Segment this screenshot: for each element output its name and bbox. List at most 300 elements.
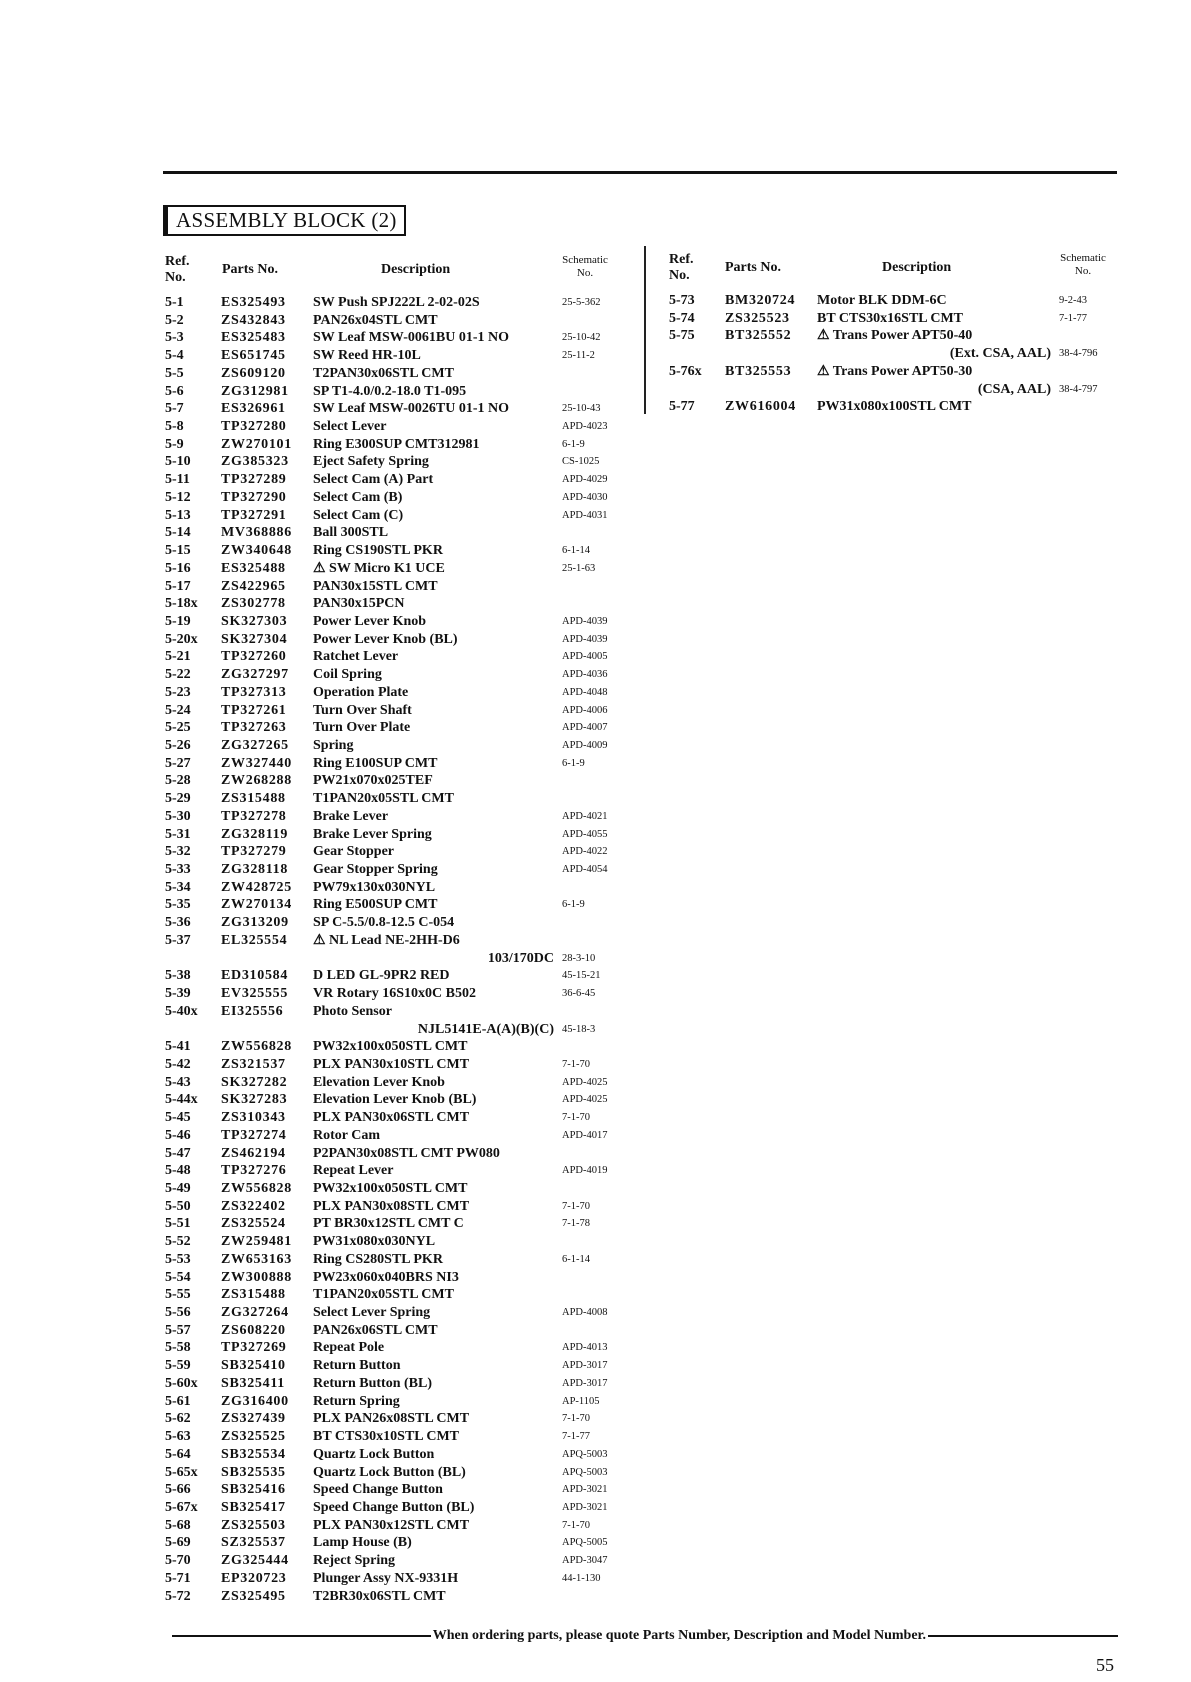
table-row xyxy=(165,1357,625,1374)
ref-no: 5-35 xyxy=(165,897,191,913)
parts-no: ZG325444 xyxy=(221,1553,289,1569)
description: Select Cam (A) Part xyxy=(313,472,434,488)
description: BT CTS30x10STL CMT xyxy=(313,1429,460,1445)
parts-no: ZG312981 xyxy=(221,383,289,399)
description: Plunger Assy NX-9331H xyxy=(313,1570,459,1586)
section-title: ASSEMBLY BLOCK (2) xyxy=(163,205,406,236)
parts-no: SB325417 xyxy=(221,1499,286,1515)
parts-no: ZG385323 xyxy=(221,454,289,470)
table-row xyxy=(165,666,625,683)
schematic-no: APD-4008 xyxy=(562,1307,608,1319)
ordering-note-text: When ordering parts, please quote Parts Number, Description and Model Number. xyxy=(432,1628,926,1643)
description: Select Lever xyxy=(313,419,387,435)
parts-no: SB325410 xyxy=(221,1358,286,1374)
parts-no: SK327303 xyxy=(221,613,288,629)
description: Power Lever Knob (BL) xyxy=(313,631,458,647)
description: PAN26x04STL CMT xyxy=(313,312,438,328)
ref-no: 5-14 xyxy=(165,525,191,541)
parts-no: EV325555 xyxy=(221,986,289,1002)
ref-no: 5-72 xyxy=(165,1588,191,1604)
description: PT BR30x12STL CMT C xyxy=(313,1216,464,1232)
parts-no: TP327269 xyxy=(221,1340,287,1356)
ref-no: 5-32 xyxy=(165,844,191,860)
header-ref: Ref. No. xyxy=(669,252,694,283)
parts-no: ZG327265 xyxy=(221,738,289,753)
parts-no: ZW616004 xyxy=(725,399,796,415)
description: Lamp House (B) xyxy=(313,1535,412,1551)
description: Ring CS190STL PKR xyxy=(313,543,443,559)
table-row xyxy=(165,631,625,648)
description: Brake Lever xyxy=(313,808,389,824)
parts-no: ZS432843 xyxy=(221,312,286,328)
parts-no: ZW556828 xyxy=(221,1039,292,1055)
ref-no: 5-71 xyxy=(165,1570,191,1586)
ref-no: 5-61 xyxy=(165,1393,191,1409)
ref-no: 5-64 xyxy=(165,1446,191,1462)
ref-no: 5-50 xyxy=(165,1198,191,1214)
ref-no: 5-22 xyxy=(165,667,191,683)
ref-no: 5-17 xyxy=(165,578,191,594)
parts-no: ZW327440 xyxy=(221,755,292,771)
schematic-no: APQ-5003 xyxy=(562,1448,608,1460)
parts-no: ZG327264 xyxy=(221,1305,289,1321)
parts-no: EL325554 xyxy=(221,932,288,948)
description: Return Button xyxy=(313,1358,401,1374)
description: Operation Plate xyxy=(313,684,409,700)
schematic-no: APD-4055 xyxy=(562,828,608,840)
description: ⚠ NL Lead NE-2HH-D6 xyxy=(313,932,460,948)
table-row xyxy=(165,471,625,488)
schematic-no: 25-10-42 xyxy=(562,332,601,344)
schematic-no: APD-4039 xyxy=(562,615,608,627)
schematic-no: 25-10-43 xyxy=(562,403,601,415)
table-row xyxy=(165,1446,625,1463)
ref-no: 5-60x xyxy=(165,1375,198,1391)
parts-no: ZG328119 xyxy=(221,826,289,842)
table-row xyxy=(165,595,625,612)
schematic-no: 45-15-21 xyxy=(562,970,601,982)
ref-no: 5-75 xyxy=(669,328,695,344)
table-row xyxy=(165,648,625,665)
schematic-no: 6-1-14 xyxy=(562,545,590,557)
ref-no: 5-2 xyxy=(165,312,184,328)
schematic-no: AP-1105 xyxy=(562,1395,600,1407)
parts-no: SB325535 xyxy=(221,1464,286,1480)
ref-no: 5-24 xyxy=(165,702,191,718)
table-row xyxy=(165,1233,625,1250)
table-row xyxy=(165,1517,625,1534)
table-row xyxy=(165,1251,625,1268)
ref-no: 5-20x xyxy=(165,631,198,647)
description: T1PAN20x05STL CMT xyxy=(313,1287,454,1303)
description: PLX PAN30x10STL CMT xyxy=(313,1056,470,1072)
table-row xyxy=(165,1127,625,1144)
ref-no: 5-40x xyxy=(165,1003,198,1019)
parts-no: ZS609120 xyxy=(221,365,286,381)
parts-no: TP327263 xyxy=(221,720,287,736)
parts-no: ZS325523 xyxy=(725,310,790,326)
table-row xyxy=(165,524,625,541)
ref-no: 5-77 xyxy=(669,399,695,415)
schematic-no: APD-4048 xyxy=(562,686,608,698)
ref-no: 5-58 xyxy=(165,1340,191,1356)
description: PLX PAN30x06STL CMT xyxy=(313,1110,470,1126)
parts-no: ZS321537 xyxy=(221,1056,286,1072)
ref-no: 5-44x xyxy=(165,1092,198,1108)
parts-no: ZG316400 xyxy=(221,1393,289,1409)
description: PLX PAN30x12STL CMT xyxy=(313,1517,470,1533)
table-row xyxy=(165,861,625,878)
table-row xyxy=(669,398,1109,415)
ref-no: 5-53 xyxy=(165,1251,191,1267)
table-row xyxy=(165,400,625,417)
parts-no: ZW270134 xyxy=(221,897,292,913)
ref-no: 5-38 xyxy=(165,968,191,984)
description: PAN30x15STL CMT xyxy=(313,578,438,594)
description: PW79x130x030NYL xyxy=(313,879,436,895)
ref-no: 5-59 xyxy=(165,1358,191,1374)
description: SW Leaf MSW-0026TU 01-1 NO xyxy=(313,401,509,417)
table-row xyxy=(165,1056,625,1073)
parts-no: ZS422965 xyxy=(221,578,286,594)
ref-no: 5-68 xyxy=(165,1517,191,1533)
parts-no: TP327291 xyxy=(221,507,287,523)
ref-no: 5-62 xyxy=(165,1411,191,1427)
parts-no: TP327313 xyxy=(221,684,287,700)
ref-no: 5-16 xyxy=(165,560,191,576)
schematic-no: APD-4031 xyxy=(562,509,608,521)
table-row-continuation xyxy=(165,950,625,967)
table-row xyxy=(669,363,1109,380)
description: Brake Lever Spring xyxy=(313,826,432,842)
table-row xyxy=(165,312,625,329)
parts-no: BT325552 xyxy=(725,328,792,344)
parts-no: ZS325495 xyxy=(221,1588,286,1604)
schematic-no: APQ-5003 xyxy=(562,1466,608,1478)
description-continuation: NJL5141E-A(A)(B)(C) xyxy=(417,1021,554,1037)
description: Photo Sensor xyxy=(313,1003,392,1019)
description: VR Rotary 16S10x0C B502 xyxy=(313,986,476,1002)
parts-no: ES651745 xyxy=(221,348,286,364)
header-parts-no: Parts No. xyxy=(725,260,781,275)
parts-no: SK327282 xyxy=(221,1074,288,1090)
schematic-no: 6-1-9 xyxy=(562,438,585,450)
table-row xyxy=(165,329,625,346)
parts-no: ES326961 xyxy=(221,401,286,417)
ref-no: 5-49 xyxy=(165,1181,191,1196)
description: PAN30x15PCN xyxy=(313,596,405,612)
parts-no: TP327279 xyxy=(221,844,287,860)
description: Reject Spring xyxy=(313,1553,396,1569)
table-row xyxy=(165,1109,625,1126)
description: PLX PAN30x08STL CMT xyxy=(313,1198,470,1214)
footer-line-right xyxy=(928,1635,1118,1637)
ref-no: 5-74 xyxy=(669,310,695,326)
description: Ring E100SUP CMT xyxy=(313,755,438,771)
schematic-no: APD-4009 xyxy=(562,740,608,751)
schematic-no: APD-3021 xyxy=(562,1484,608,1496)
schematic-no: APD-4019 xyxy=(562,1165,608,1177)
table-row xyxy=(165,1215,625,1232)
table-row xyxy=(165,1145,625,1162)
parts-no: SZ325537 xyxy=(221,1535,286,1551)
ref-no: 5-23 xyxy=(165,684,191,700)
parts-no: ES325483 xyxy=(221,330,286,346)
parts-no: ZS315488 xyxy=(221,791,286,807)
table-row xyxy=(165,879,625,896)
description: Gear Stopper xyxy=(313,844,395,860)
parts-no: ZW428725 xyxy=(221,879,292,895)
description: PAN26x06STL CMT xyxy=(313,1322,438,1338)
description: Eject Safety Spring xyxy=(313,454,429,470)
ref-no: 5-73 xyxy=(669,293,695,308)
description: Ring CS280STL PKR xyxy=(313,1251,443,1267)
table-row xyxy=(165,1074,625,1091)
table-row xyxy=(165,702,625,719)
schematic-no: APD-4007 xyxy=(562,722,608,734)
schematic-no: 25-1-63 xyxy=(562,562,596,574)
table-row xyxy=(165,1198,625,1215)
schematic-no: APQ-5005 xyxy=(562,1537,608,1549)
description: PW21x070x025TEF xyxy=(313,773,433,789)
table-row xyxy=(165,1304,625,1321)
ref-no: 5-39 xyxy=(165,986,191,1002)
table-row xyxy=(165,896,625,913)
table-row xyxy=(165,489,625,506)
table-row xyxy=(165,755,625,772)
page-number: 55 xyxy=(1096,1655,1114,1675)
description: PW31x080x030NYL xyxy=(313,1234,436,1250)
ref-no: 5-76x xyxy=(669,363,702,379)
ref-no: 5-63 xyxy=(165,1429,191,1445)
header-schematic-no: Schematic No. xyxy=(1060,252,1106,277)
table-row xyxy=(165,1339,625,1356)
ref-no: 5-36 xyxy=(165,915,191,931)
parts-no: TP327278 xyxy=(221,808,287,824)
schematic-no: APD-4030 xyxy=(562,491,608,503)
ref-no: 5-25 xyxy=(165,720,191,736)
description: PLX PAN26x08STL CMT xyxy=(313,1411,470,1427)
table-row xyxy=(165,1428,625,1445)
table-row xyxy=(165,826,625,843)
description: Quartz Lock Button xyxy=(313,1446,435,1462)
ref-no: 5-34 xyxy=(165,879,191,895)
table-row xyxy=(165,967,625,984)
table-row-continuation xyxy=(669,345,1109,362)
table-row xyxy=(165,985,625,1002)
parts-no: TP327260 xyxy=(221,649,287,665)
ref-no: 5-15 xyxy=(165,543,191,559)
description: SP T1-4.0/0.2-18.0 T1-095 xyxy=(313,383,467,399)
schematic-no: APD-4021 xyxy=(562,810,608,822)
ref-no: 5-19 xyxy=(165,613,191,629)
description-continuation: (Ext. CSA, AAL) xyxy=(949,346,1051,362)
parts-no: ZW340648 xyxy=(221,543,292,559)
schematic-no: 38-4-797 xyxy=(1059,383,1098,395)
table-row xyxy=(165,1375,625,1392)
parts-no: EP320723 xyxy=(221,1570,287,1586)
table-row xyxy=(165,560,625,577)
description: T2BR30x06STL CMT xyxy=(313,1588,446,1604)
description-continuation: (CSA, AAL) xyxy=(977,381,1051,397)
ref-no: 5-4 xyxy=(165,348,184,364)
ref-no: 5-28 xyxy=(165,773,191,789)
ref-no: 5-7 xyxy=(165,401,184,417)
schematic-no: APD-4017 xyxy=(562,1129,608,1141)
description: SW Leaf MSW-0061BU 01-1 NO xyxy=(313,330,509,346)
description: Coil Spring xyxy=(313,667,382,683)
ref-no: 5-47 xyxy=(165,1145,191,1161)
header-schematic-no: Schematic No. xyxy=(562,254,608,279)
schematic-no: 45-18-3 xyxy=(562,1023,596,1035)
parts-no: EI325556 xyxy=(221,1003,284,1019)
description: PW32x100x050STL CMT xyxy=(313,1039,468,1055)
table-row xyxy=(165,365,625,382)
ref-no: 5-5 xyxy=(165,365,184,381)
parts-no: SB325411 xyxy=(221,1375,285,1391)
table-row xyxy=(165,294,625,311)
schematic-no: APD-4006 xyxy=(562,704,608,716)
table-row xyxy=(165,1410,625,1427)
description: Power Lever Knob xyxy=(313,613,427,629)
schematic-no: APD-3047 xyxy=(562,1555,608,1567)
schematic-no: 25-5-362 xyxy=(562,297,601,308)
description: P2PAN30x08STL CMT PW080 xyxy=(313,1145,500,1161)
description: Elevation Lever Knob (BL) xyxy=(313,1092,477,1108)
parts-no: TP327276 xyxy=(221,1163,287,1179)
ref-no: 5-56 xyxy=(165,1305,191,1321)
table-row xyxy=(165,719,625,736)
description: Repeat Lever xyxy=(313,1163,394,1179)
description: Select Cam (C) xyxy=(313,507,404,523)
table-row xyxy=(165,1180,625,1197)
parts-no: ZW270101 xyxy=(221,436,292,452)
ref-no: 5-41 xyxy=(165,1039,191,1055)
parts-no: TP327290 xyxy=(221,489,287,505)
ref-no: 5-30 xyxy=(165,808,191,824)
table-row xyxy=(165,1393,625,1410)
parts-no: ES325493 xyxy=(221,295,286,310)
ref-no: 5-66 xyxy=(165,1482,191,1498)
ref-no: 5-9 xyxy=(165,436,184,452)
description: SW Push SPJ222L 2-02-02S xyxy=(313,295,480,310)
schematic-no: 7-1-70 xyxy=(562,1519,590,1531)
parts-no: ZS315488 xyxy=(221,1287,286,1303)
schematic-no: APD-4039 xyxy=(562,633,608,645)
description: Rotor Cam xyxy=(313,1127,381,1143)
table-row xyxy=(165,772,625,789)
parts-no: ES325488 xyxy=(221,560,286,576)
ref-no: 5-21 xyxy=(165,649,191,665)
ref-no: 5-12 xyxy=(165,489,191,505)
table-row xyxy=(165,808,625,825)
ref-no: 5-70 xyxy=(165,1553,191,1569)
header-description: Description xyxy=(381,262,451,277)
schematic-no: 36-6-45 xyxy=(562,988,596,1000)
ref-no: 5-42 xyxy=(165,1056,191,1072)
parts-no: SK327283 xyxy=(221,1092,288,1108)
parts-no: ZS302778 xyxy=(221,596,286,612)
table-row xyxy=(165,507,625,524)
ref-no: 5-37 xyxy=(165,932,191,948)
schematic-no: APD-4025 xyxy=(562,1094,608,1106)
table-row xyxy=(165,383,625,400)
schematic-no: 38-4-796 xyxy=(1059,348,1098,360)
schematic-no: 25-11-2 xyxy=(562,350,595,362)
table-row xyxy=(165,1322,625,1339)
table-row xyxy=(165,1552,625,1569)
description: BT CTS30x16STL CMT xyxy=(817,310,964,326)
schematic-no: 7-1-78 xyxy=(562,1218,590,1230)
schematic-no: APD-4023 xyxy=(562,421,608,433)
ref-no: 5-26 xyxy=(165,738,191,753)
header-description: Description xyxy=(882,260,952,275)
description: Select Cam (B) xyxy=(313,489,403,505)
parts-no: BM320724 xyxy=(725,293,796,308)
table-row xyxy=(165,453,625,470)
schematic-no: 6-1-9 xyxy=(562,757,585,769)
ref-no: 5-31 xyxy=(165,826,191,842)
table-row-continuation xyxy=(165,1021,625,1038)
parts-no: ZS325503 xyxy=(221,1517,286,1533)
description: PW23x060x040BRS NI3 xyxy=(313,1269,459,1285)
schematic-no: 9-2-43 xyxy=(1059,295,1087,306)
header-parts-no: Parts No. xyxy=(222,262,278,277)
ref-no: 5-43 xyxy=(165,1074,191,1090)
ref-no: 5-29 xyxy=(165,791,191,807)
schematic-no: APD-4036 xyxy=(562,669,608,681)
schematic-no: 7-1-77 xyxy=(562,1431,590,1443)
table-row xyxy=(165,790,625,807)
description: Ring E500SUP CMT xyxy=(313,897,438,913)
schematic-no: APD-4029 xyxy=(562,474,608,486)
table-row xyxy=(165,737,625,754)
table-row-continuation xyxy=(669,381,1109,398)
table-row xyxy=(669,310,1109,327)
table-row xyxy=(165,436,625,453)
column-divider xyxy=(644,246,646,414)
parts-no: SB325416 xyxy=(221,1482,286,1498)
table-row xyxy=(165,843,625,860)
parts-no: ZS310343 xyxy=(221,1110,286,1126)
description: ⚠ SW Micro K1 UCE xyxy=(313,560,445,576)
ref-no: 5-69 xyxy=(165,1535,191,1551)
table-row xyxy=(165,613,625,630)
table-row xyxy=(165,542,625,559)
parts-no: ZW653163 xyxy=(221,1251,292,1267)
schematic-no: 44-1-130 xyxy=(562,1572,601,1584)
table-row xyxy=(165,1464,625,1481)
parts-no: TP327289 xyxy=(221,472,287,488)
table-row xyxy=(165,347,625,364)
schematic-no: CS-1025 xyxy=(562,456,600,468)
description: PW31x080x100STL CMT xyxy=(817,399,972,415)
schematic-no: APD-4005 xyxy=(562,651,608,663)
schematic-no: 7-1-70 xyxy=(562,1058,590,1070)
ref-no: 5-6 xyxy=(165,383,184,399)
schematic-no: 6-1-14 xyxy=(562,1253,590,1265)
parts-no: ZS608220 xyxy=(221,1322,286,1338)
parts-no: ZS325525 xyxy=(221,1429,286,1445)
schematic-no: 6-1-9 xyxy=(562,899,585,911)
schematic-no: 7-1-70 xyxy=(562,1200,590,1212)
table-row xyxy=(165,1481,625,1498)
description: Quartz Lock Button (BL) xyxy=(313,1464,466,1480)
description: Return Button (BL) xyxy=(313,1375,433,1391)
parts-no: ZW268288 xyxy=(221,773,292,789)
table-row xyxy=(165,1269,625,1286)
table-row xyxy=(165,1162,625,1179)
